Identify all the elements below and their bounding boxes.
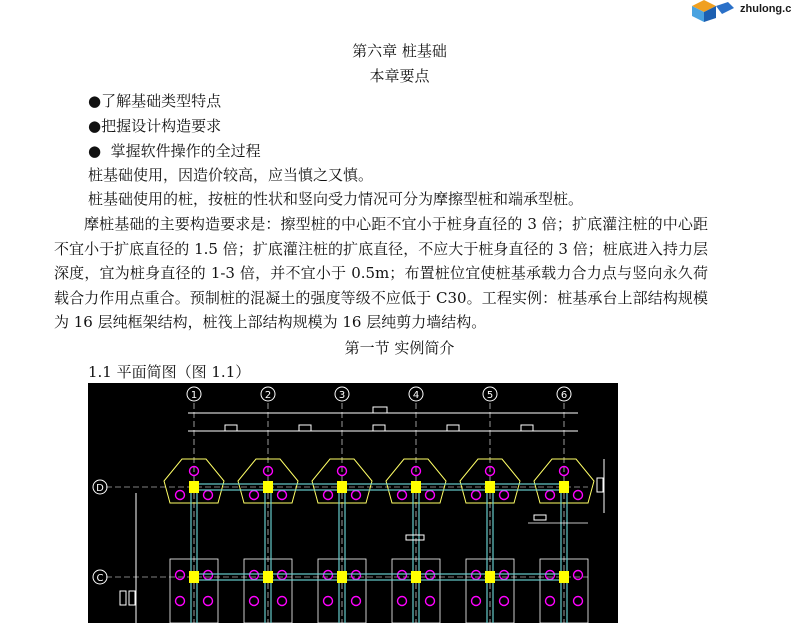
section-title: 第一节 实例简介 xyxy=(344,339,455,357)
pile-circle xyxy=(204,597,213,606)
axis-label: 1 xyxy=(190,390,198,401)
bullet-text: 了解基础类型特点 xyxy=(101,92,222,110)
body-paragraph: 摩桩基础的主要构造要求是：擦型桩的中心距不宜小于桩身直径的 3 倍；扩底灌注桩的中心距不宜小于扩底直径的 1.5 倍；扩底灌注桩的扩底直径，不应大于桩身直径的 3 倍；桩底进入持力层深度，宜为桩身直径的 1-3 倍，并不宜小于 0.5m；布置桩位宜使桩基承载力合力点与竖向永久荷载合力作用点重合。预制桩的混凝土的强度等级不应低于 C30。工程实例：桩基承台上部结构规模为 16 层纯框架结构，桩筏上部结构规模为 16 层纯剪力墙结构。 xyxy=(54,215,708,331)
pile-circle xyxy=(546,571,555,580)
axis-label: D xyxy=(96,483,104,494)
axis-label: C xyxy=(96,573,104,584)
column-square xyxy=(559,571,569,583)
dimension-text-box xyxy=(597,478,603,492)
pile-circle xyxy=(546,597,555,606)
dimension-text-box xyxy=(225,425,237,431)
pile-circle xyxy=(352,571,361,580)
axis-label: 5 xyxy=(486,390,494,401)
pile-circle xyxy=(176,571,185,580)
pile-circle xyxy=(500,571,509,580)
dimension-text-box xyxy=(373,407,387,413)
pile-circle xyxy=(204,491,213,500)
pile-circle xyxy=(574,571,583,580)
pile-circle xyxy=(324,597,333,606)
bullet-item xyxy=(88,115,221,136)
column-square xyxy=(485,481,495,493)
pile-circle xyxy=(574,491,583,500)
bullet-symbol: ● xyxy=(88,117,102,135)
axis-label: 6 xyxy=(560,390,568,401)
bullet-item xyxy=(88,140,261,161)
column-square xyxy=(485,571,495,583)
bullet-symbol: ● xyxy=(88,92,102,110)
pile-circle xyxy=(176,491,185,500)
bullet-text: 把握设计构造要求 xyxy=(101,117,222,135)
column-square xyxy=(411,481,421,493)
pile-circle xyxy=(352,491,361,500)
plan-drawing xyxy=(88,383,618,623)
pile-circle xyxy=(250,597,259,606)
bullet-item xyxy=(88,90,221,111)
column-square xyxy=(337,481,347,493)
dimension-text-box xyxy=(373,425,385,431)
pile-circle xyxy=(574,597,583,606)
pile-circle xyxy=(176,597,185,606)
pile-circle xyxy=(500,597,509,606)
pile-circle xyxy=(324,571,333,580)
logo-graphic-icon xyxy=(690,0,740,22)
pile-circle xyxy=(426,597,435,606)
pile-circle xyxy=(546,491,555,500)
column-square xyxy=(263,481,273,493)
axis-label: 3 xyxy=(338,390,346,401)
body-line: 桩基础使用，因造价较高，应当慎之又慎。 xyxy=(88,166,374,184)
column-square xyxy=(263,571,273,583)
dimension-text-box xyxy=(299,425,311,431)
pile-circle xyxy=(500,491,509,500)
pile-circle xyxy=(278,491,287,500)
pile-circle xyxy=(250,491,259,500)
dimension-text-box xyxy=(534,515,546,520)
pile-circle xyxy=(472,491,481,500)
dimension-text-box xyxy=(120,591,126,605)
column-square xyxy=(411,571,421,583)
plan-drawing-svg xyxy=(88,383,618,623)
pile-circle xyxy=(472,597,481,606)
dimension-text-box xyxy=(521,425,533,431)
column-square xyxy=(559,481,569,493)
pile-circle xyxy=(426,491,435,500)
pile-circle xyxy=(426,571,435,580)
bullet-symbol: ● xyxy=(88,142,102,160)
figure-caption: 1.1 平面简图（图 1.1） xyxy=(88,363,251,381)
column-square xyxy=(337,571,347,583)
dimension-text-box xyxy=(129,591,135,605)
pile-circle xyxy=(278,597,287,606)
pile-circle xyxy=(204,571,213,580)
chapter-title: 第六章 桩基础 xyxy=(352,42,447,60)
axis-label: 2 xyxy=(264,390,272,401)
column-square xyxy=(189,571,199,583)
axis-label: 4 xyxy=(412,390,420,401)
pile-circle xyxy=(398,491,407,500)
pile-circle xyxy=(398,571,407,580)
pile-circle xyxy=(278,571,287,580)
dimension-text-box xyxy=(406,535,424,540)
pile-circle xyxy=(472,571,481,580)
dimension-text-box xyxy=(447,425,459,431)
pile-circle xyxy=(352,597,361,606)
body-line: 桩基础使用的桩，按桩的性状和竖向受力情况可分为摩擦型桩和端承型桩。 xyxy=(88,190,584,208)
column-square xyxy=(189,481,199,493)
pile-circle xyxy=(398,597,407,606)
key-points-title: 本章要点 xyxy=(369,67,430,85)
bullet-text: 掌握软件操作的全过程 xyxy=(101,142,261,160)
pile-circle xyxy=(250,571,259,580)
logo-text: zhulong.c xyxy=(740,3,792,15)
pile-circle xyxy=(324,491,333,500)
